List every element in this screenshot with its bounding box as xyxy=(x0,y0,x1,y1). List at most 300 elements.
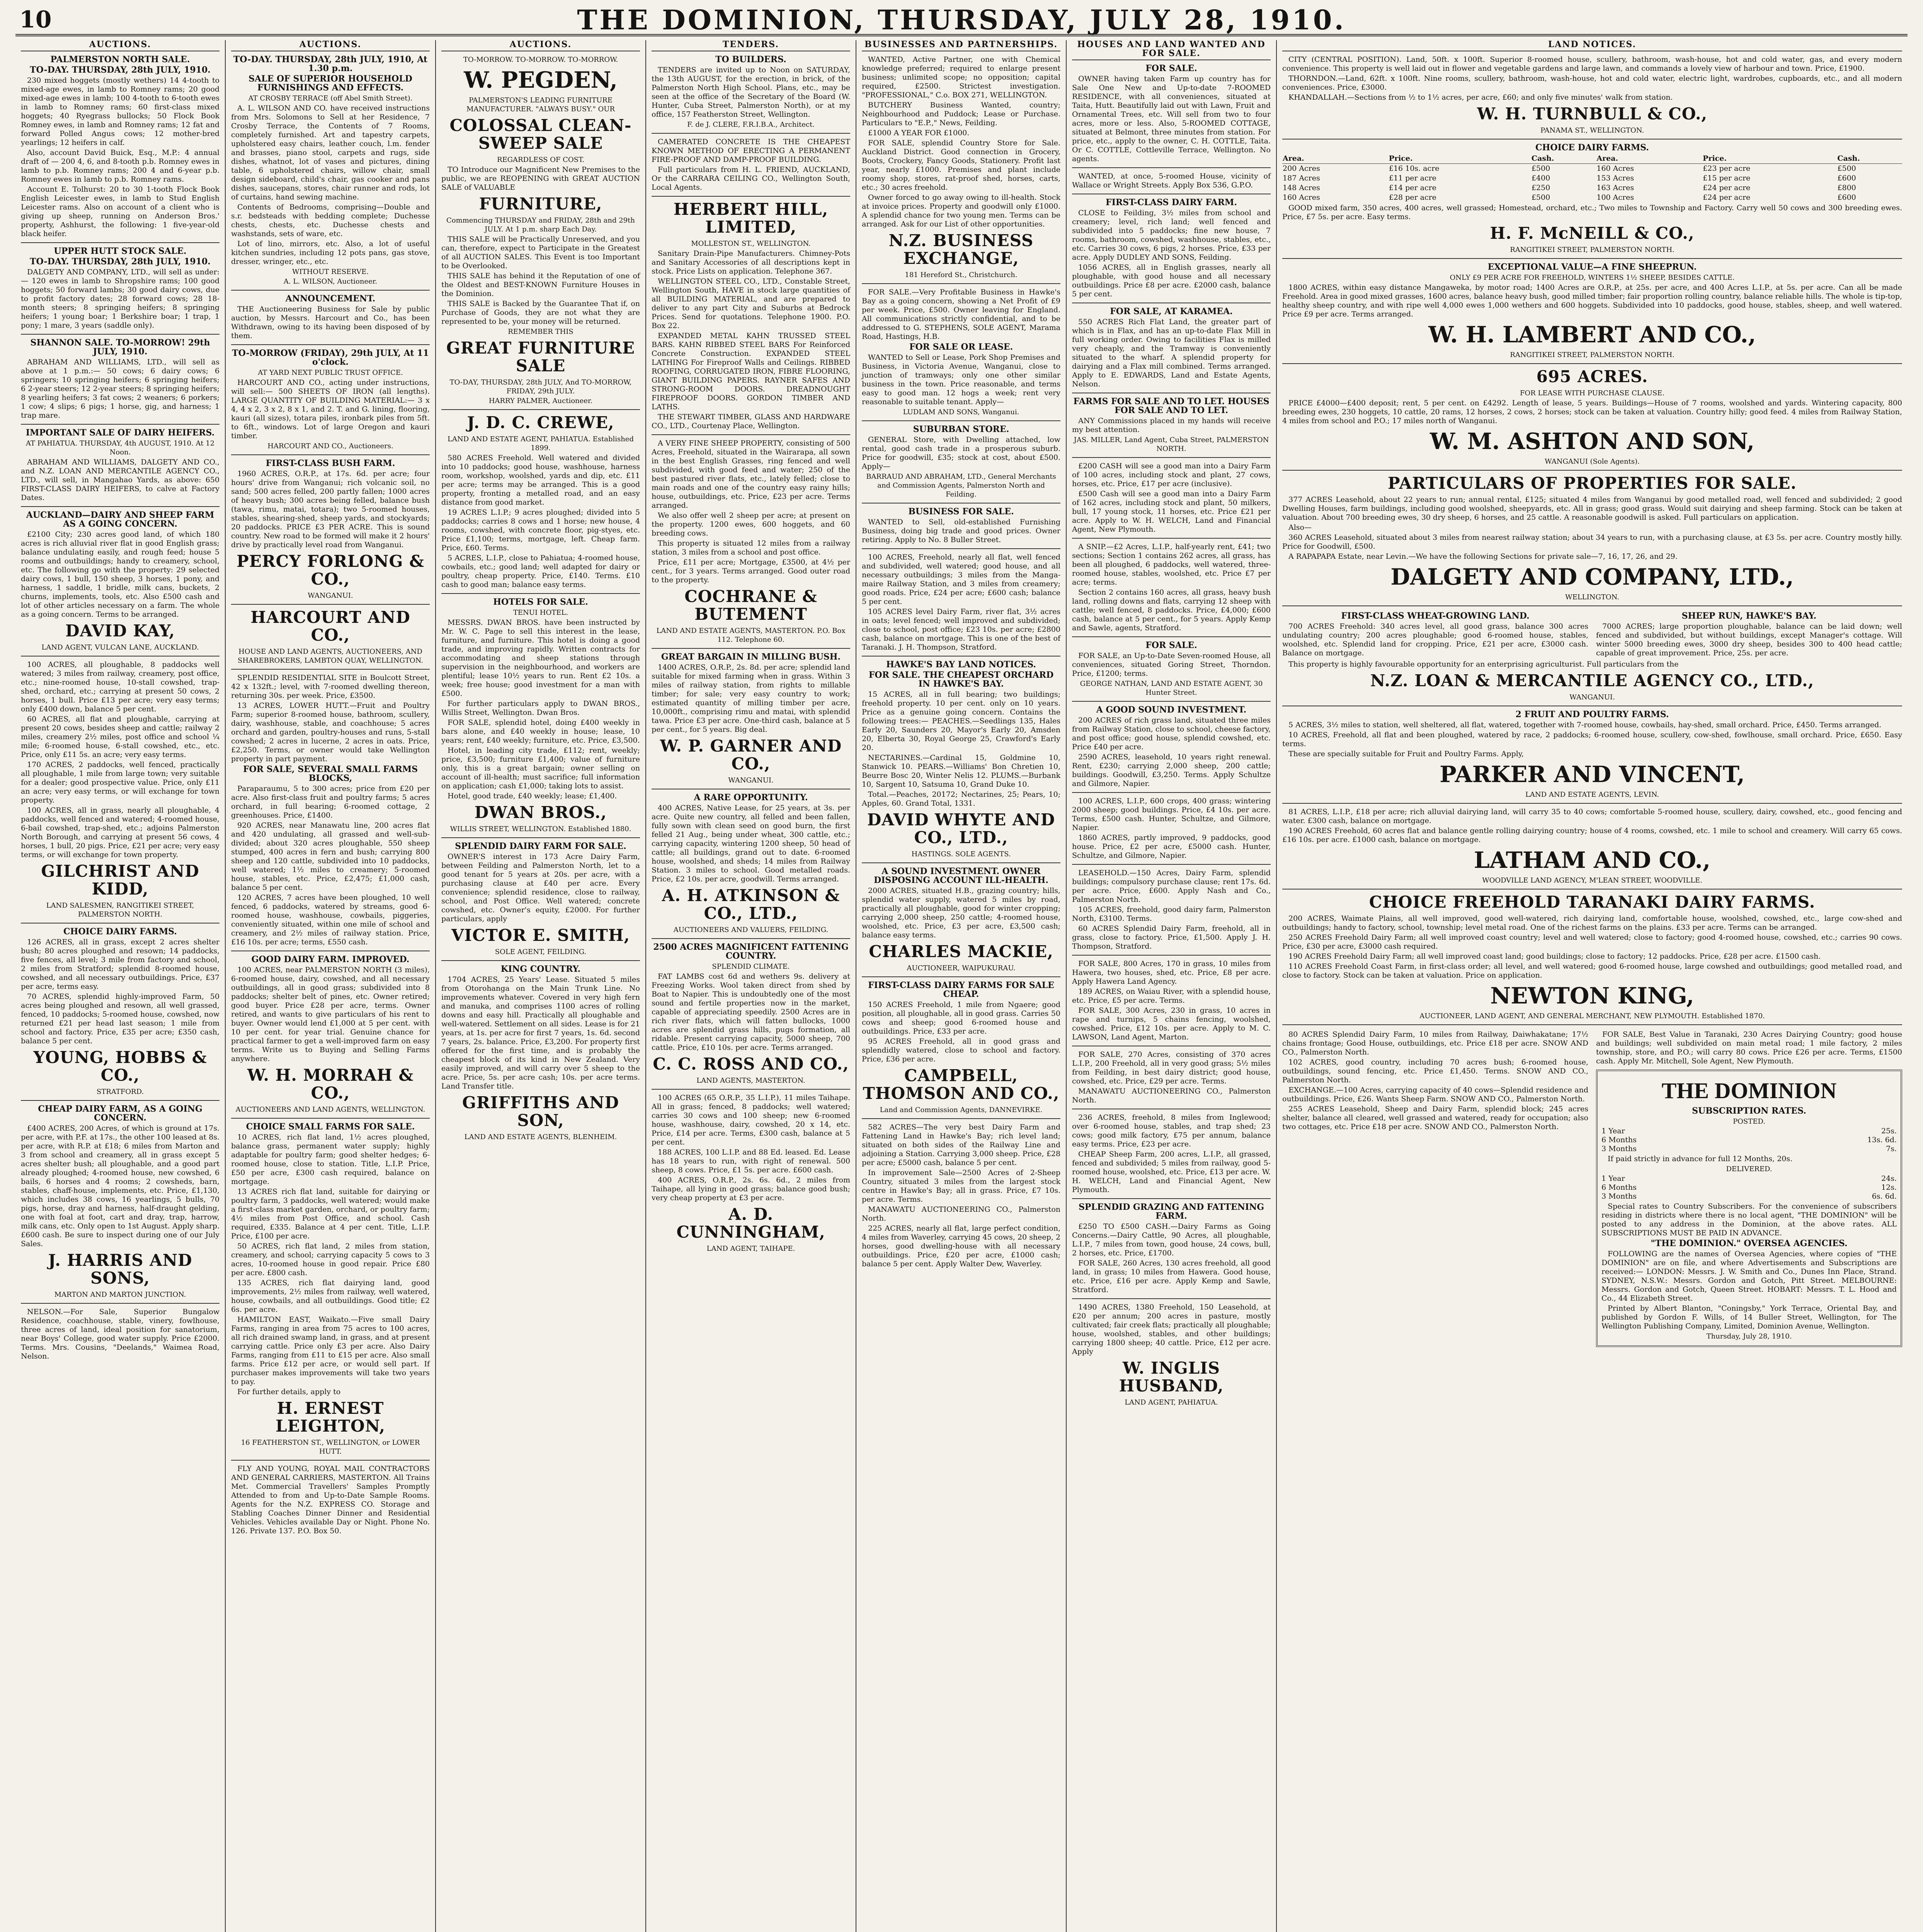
imprint: Printed by Albert Blanton, "Coningsby," York Terrace, Oriental Bay, and published by Gordon F. Wills, of 14 Buller Street, Wellington, for The Wellington Publishing Company, Limited, Dominion Avenue, Wellington. xyxy=(1601,1304,1897,1330)
table-cell: £23 per acre xyxy=(1703,164,1751,173)
advertiser-name: PERCY FORLONG & CO., xyxy=(237,552,424,588)
column-rule xyxy=(652,1089,850,1090)
poultry-text: 5 ACRES, 3½ miles to station, well sheltered, all flat, watered, together with 7-roomed house, cowbails, hay-shed, small orchard. Price, £450. Terms arranged. xyxy=(1288,721,1882,729)
advertiser-name: COCHRANE & BUTEMENT xyxy=(684,587,817,624)
advertisement-subline: JAS. MILLER, Land Agent, Cuba Street, PALMERSTON NORTH. xyxy=(1074,436,1269,453)
poultry-text: These are specially suitable for Fruit and Poultry Farms. Apply, xyxy=(1288,750,1524,758)
advertisement-heading: GOOD DAIRY FARM. IMPROVED. xyxy=(251,954,410,964)
delivered-label: DELIVERED. xyxy=(1726,1165,1772,1173)
advertisement-subline: 16 FEATHERSTON ST., WELLINGTON, or LOWER HUTT. xyxy=(241,1439,420,1456)
overseas-text: FOLLOWING are the names of Oversea Agencies, where copies of "THE DOMINION" are on file, and where Advertisements and Subscriptions are received:— LONDON: Messrs. J. W. Smith and Co., Dunes Inn Place, Strand. SYDNEY, N.S.W.: Messrs. Gordon and Gotch, Pitt Street. MELBOURNE: Messrs. Gordon and Gotch, Queen Street. HOBART: Messrs. T. L. Hood and Co., 44 Elizabeth Street. xyxy=(1601,1250,1897,1303)
advertiser-name: YOUNG, HOBBS & CO., xyxy=(33,1048,207,1085)
advertisement-text: A VERY FINE SHEEP PROPERTY, consisting of 500 Acres, Freehold, situated in the Wairarapa, all sown in the best English Grasses, ring fenced and well subdivided, with good feed and water; 250 of the best pastured river flats, etc., lately felled; close to main roads and one of the country easy rainy hills; house, outbuildings, etc. Price, £23 per acre. Terms arranged. xyxy=(652,439,850,510)
agent-parker: PARKER AND VINCENT, xyxy=(1440,761,1745,787)
posted-rates xyxy=(1601,1127,1897,1153)
advertisement-heading: A GOOD SOUND INVESTMENT. xyxy=(1096,705,1247,715)
advertisement-text: 60 ACRES Splendid Dairy Farm, freehold, all in grass, close to factory. Price, £1,500. Apply J. H. Thompson, Stratford. xyxy=(1072,924,1271,951)
advertisement-text: £500 Cash will see a good man into a Dairy Farm of 162 acres, including stock and plant, 50 milkers, bull, 17 young stock, 11 horses, etc. Price £21 per acre. Apply to W. H. WELCH, Land and Financial Agent, New Plymouth. xyxy=(1072,490,1271,534)
advertisement-text: Sanitary Drain-Pipe Manufacturers. Chimney-Pots and Sanitary Accessories of all descriptions kept in stock. Price Lists on application. Telephone 367. xyxy=(652,249,850,276)
advertisement-text: Paraparaumu, 5 to 300 acres; price from £20 per acre. Also first-class fruit and poultry farms; 5 acres orchard, in full bearing; 6-roomed cottage, 2 greenhouses. Price, £1400. xyxy=(231,784,430,820)
advertisement-heading: FOR SALE. xyxy=(1145,640,1197,650)
advertisement-text: Account E. Tolhurst: 20 to 30 1-tooth Flock Book English Leicester ewes, in lamb to Stud English Leicester rams. Also on account of a client who is giving up sheep, running on Anderson Bros.' property, Ashhurst, the following: 1 five-year-old black heifer. xyxy=(21,185,220,238)
advertiser-name: H. ERNEST LEIGHTON, xyxy=(276,1399,385,1435)
taranaki-text: 250 ACRES Freehold Dairy Farm; all well improved coast country; level and well watered; close to factory; good 4-roomed house, cowshed, etc.; carries 90 cows. Price, £30 per acre, £3000 cash required. xyxy=(1282,933,1902,951)
advertisement-text: FOR SALE, an Up-to-Date Seven-roomed House, all conveniences, situated Goring Street, Thorndon. Price, £1200; terms. xyxy=(1072,651,1271,678)
advertisement-text: THE Auctioneering Business for Sale by public auction, by Messrs. Harcourt and Co., has been Withdrawn, owing to its having been disposed of by them. xyxy=(231,305,430,340)
advertisement-heading: AUCKLAND—DAIRY AND SHEEP FARM AS A GOING CONCERN. xyxy=(26,510,214,529)
advertiser-name: A. D. CUNNINGHAM, xyxy=(676,1205,825,1242)
agent-latham-address: WOODVILLE LAND AGENCY, M'LEAN STREET, WOODVILLE. xyxy=(1482,876,1702,884)
column-rule xyxy=(231,290,430,291)
advertisement-heading: UPPER HUTT STOCK SALE. xyxy=(54,246,187,256)
latham-text: 81 ACRES, L.I.P., £18 per acre; rich alluvial dairying land, will carry 35 to 40 cows; comfortable 5-roomed house, scullery, dairy, cowshed, etc., good fencing and water. £300 cash, balance on mortgage. xyxy=(1282,808,1902,825)
imprint-date: Thursday, July 28, 1910. xyxy=(1706,1332,1792,1340)
advertisement-text: 100 ACRES, L.I.P., 600 crops, 400 grass; wintering 2000 sheep; good buildings. Price, £4 10s. per acre. Terms, £500 cash. Hunter, Schultze, and Gilmore, Napier. xyxy=(1072,797,1271,832)
advertisement-subline: MOLLESTON ST., WELLINGTON. xyxy=(691,240,811,248)
table-cell: £250 xyxy=(1531,184,1550,192)
column-rule xyxy=(862,283,1060,284)
advertisement-subline: GEORGE NATHAN, LAND AND ESTATE AGENT, 30 Hunter Street. xyxy=(1080,680,1263,697)
rate-row xyxy=(1601,1183,1897,1192)
agent-nz-loan: N.Z. LOAN & MERCANTILE AGENCY CO., LTD., xyxy=(1370,671,1814,690)
advertiser-name: DAVID WHYTE AND CO., LTD., xyxy=(867,810,1055,847)
advertisement-text: 19 ACRES L.I.P.; 9 acres ploughed; divided into 5 paddocks; carries 8 cows and 1 horse; new house, 4 rooms, cowshed, with concrete floor, pig-styes, etc. Price £1,100; terms, mortgage, left. Cheap farm. Price, £60. Terms. xyxy=(441,508,640,552)
advertisement-text: Owner forced to go away owing to ill-health. Stock at invoice prices. Property and goodwill only £1000. A splendid chance for two young men. Terms can be arranged. Ask for our List of other opportunities. xyxy=(862,193,1060,228)
advertisement-subline: LUDLAM AND SONS, Wanganui. xyxy=(903,408,1019,416)
land-notice-text: KHANDALLAH.—Sections from ½ to 1½ acres, per acre, £60; and only five minutes' walk from station. xyxy=(1288,93,1673,102)
wheat-title: FIRST-CLASS WHEAT-GROWING LAND. xyxy=(1341,611,1530,621)
advertisement-text: OWNER having taken Farm up country has for Sale One New and Up-to-date 7-ROOMED RESIDENCE, with all conveniences, situated at Taita, Hutt. Beautifully laid out with Lawn, Fruit and Ornamental Trees, etc. Will sell from two to four acres, more or less. Also, 5-ROOMED COTTAGE, situated at Belmont, three minutes from station. For price, etc., apply to the owner, C. H. COTTLE, Taita. Or C. COTTLE, Cottleville Terrace, Wellington. No agents. xyxy=(1072,75,1271,163)
acres-695-title: 695 ACRES. xyxy=(1536,367,1648,386)
snow-and-co-text: 255 ACRES Leasehold, Sheep and Dairy Farm, splendid block; 245 acres shelter, balance all cleared, well grassed and watered, ready for occupation; also two cottages, etc. Price £18 per acre. SNOW AND CO., Palmerston North. xyxy=(1282,1105,1588,1131)
advertisement-text: MESSRS. DWAN BROS. have been instructed by Mr. W. C. Page to sell this interest in the lease, furniture, and furniture. This hotel is doing a good trade, and improving rapidly. Written contracts for accommodating and sheep stations through supervision in the neighbourhood, and workers are plentiful; lease 10½ years to run. Rent £2 10s. a week; free house; good investment for a man with £500. xyxy=(441,618,640,698)
advertisement-text: TO Introduce our Magnificent New Premises to the public, we are REOPENING with GREAT AUCTION SALE of VALUABLE xyxy=(441,165,640,192)
column-heading: BUSINESSES AND PARTNERSHIPS. xyxy=(862,40,1060,51)
column-rule xyxy=(862,548,1060,549)
column-rule xyxy=(862,862,1060,863)
column-rule xyxy=(231,1118,430,1119)
advertisement-text: 2000 ACRES, situated H.B., grazing country; hills, splendid water supply, watered 5 miles by road, practically all ploughable, good for winter cropping; carrying 2,000 sheep, 250 cattle; 4-roomed house, woolshed, etc. Price, £3 per acre, £3,500 cash; balance easy terms. xyxy=(862,886,1060,939)
table-row xyxy=(1282,183,1902,193)
column-rule xyxy=(1072,457,1271,458)
rate-period: 1 Year xyxy=(1601,1174,1625,1183)
advertisement-text: £200 CASH will see a good man into a Dairy Farm of 100 acres, including stock and plant, 27 cows, horses, etc. Price, £17 per acre (inclusive). xyxy=(1072,462,1271,488)
advertisement-subline: WILLIS STREET, WELLINGTON. Established 1880. xyxy=(450,825,631,833)
advertisement-text: FOR SALE, 260 Acres, 130 acres freehold, all good land, in grass; 10 miles from Hawera. Good house, etc. Price, £16 per acre. Apply Kemp and Sawle, Stratford. xyxy=(1072,1259,1271,1294)
advertiser-name: W. P. GARNER AND CO., xyxy=(660,736,842,773)
rate-price: 13s. 6d. xyxy=(1867,1136,1897,1144)
agent-ashton-address: WANGANUI (Sole Agents). xyxy=(1545,457,1640,466)
table-cell: £15 per acre xyxy=(1703,174,1751,182)
agent-dalgety: DALGETY AND COMPANY, LTD., xyxy=(1390,564,1794,590)
taranaki-list xyxy=(1282,914,1902,980)
sheeprun-block xyxy=(1596,610,1902,659)
agent-parker-address: LAND AND ESTATE AGENTS, LEVIN. xyxy=(1525,791,1659,799)
column-rule xyxy=(441,593,640,594)
rate-row xyxy=(1601,1174,1897,1183)
advertisement-text: HAMILTON EAST, Waikato.—Five small Dairy Farms, ranging in area from 75 acres to 100 acres, all rich drained swamp land, in grass, and at present carrying cattle. Price only £3 per acre. Also Dairy Farms, ranging from £11 to £15 per acre. Also small farms. Price £12 per acre, or would sell part. If purchaser makes improvements will take two years to pay. xyxy=(231,1315,430,1386)
advertisement-text: 1400 ACRES, O.R.P., 2s. 8d. per acre; splendid land suitable for mixed farming when in grass. Within 3 miles of railway station, from rights to millable timber; for sale; very easy country to work; estimated quantity of milling timber per acre, 10,000ft., comprising rimu and matai, with splendid tawa. Price £3 per acre. One-third cash, balance at 5 per cent., for 5 years. Big deal. xyxy=(652,663,850,734)
column-rule xyxy=(652,133,850,134)
advertisement-text: 120 ACRES, 7 acres have been ploughed, 10 well fenced, 6 paddocks, watered by streams, good 6-roomed house, washhouse, cowbails, piggeries, conveniently situated, within one mile of school and creamery, and 2½ miles of railway station. Price, £16 10s. per acre; terms, £550 cash. xyxy=(231,893,430,946)
advertisement-subline: MARTON AND MARTON JUNCTION. xyxy=(54,1291,186,1299)
particulars-text: Also— xyxy=(1288,523,1312,532)
snow-and-co-text: EXCHANGE.—100 Acres, carrying capacity of 40 cows—Splendid residence and outbuildings. Price, £26. Wants Sheep Farm. SNOW AND CO., Palmerston North. xyxy=(1282,1086,1588,1103)
particulars-text: 360 ACRES Leasehold, situated about 3 miles from nearest railway station; about 34 years to run, with a purchasing clause, at £3 5s. per acre. Country mostly hilly. Price for Goodwill, £500. xyxy=(1282,533,1902,551)
exceptional-title: EXCEPTIONAL VALUE—A FINE SHEEPRUN. xyxy=(1487,262,1697,272)
dairy-farms-table xyxy=(1282,154,1902,202)
advertiser-name: HERBERT HILL, LIMITED, xyxy=(673,200,829,236)
column-6 xyxy=(1067,40,1277,1932)
advertisement-text: Also, account David Buick, Esq., M.P.: 4 annual draft of — 200 4, 6, and 8-tooth p.b. Romney ewes in lamb to p.b. Romney rams; 200 4 and 6-year p.b. Romney ewes in lamb to p.b. Romney rams. xyxy=(21,148,220,184)
advertisement-text: 400 ACRES, O.R.P., 2s. 6s. 6d., 2 miles from Taihape, all lying in good grass; balance good bush; very cheap property at £3 per acre. xyxy=(652,1176,850,1202)
advertisement-text: £2100 City; 230 acres good land, of which 180 acres is rich alluvial river flat in good English grass; balance undulating easily, and rough feed; house 5 rooms and outbuildings; handy to creamery, school, etc. The following go with the property: 29 selected dairy cows, 1 bull, 150 sheep, 3 horses, 1 pony, and harness, 1 saddle, 1 bridle, milk cans, buckets, 2 churns, implements, tools, etc. Also £500 cash and lot of other articles necessary on a farm. The whole as a going concern. Terms to be arranged. xyxy=(21,530,220,619)
advertisement-text: 236 ACRES, freehold, 8 miles from Inglewood; over 6-roomed house, stables, and trap shed; 23 cows; good milk factory, £75 per annum, balance easy terms. Price, £23 per acre. xyxy=(1072,1113,1271,1148)
table-header-cell: Area. xyxy=(1596,154,1702,164)
column-rule xyxy=(652,648,850,649)
advertisement-subline: Commencing THURSDAY and FRIDAY, 28th and 29th JULY. At 1 p.m. sharp Each Day. xyxy=(446,216,635,233)
advertisement-text: 100 ACRES (65 O.R.P., 35 L.I.P.), 11 miles Taihape. All in grass; fenced, 8 paddocks; well watered; carries 30 cows and 100 sheep; new 6-roomed house, washhouse, dairy, cowshed, 20 x 14, etc. Price, £14 per acre. Terms, £300 cash, balance at 5 per cent. xyxy=(652,1094,850,1146)
subscription-rates-title: SUBSCRIPTION RATES. xyxy=(1692,1106,1806,1116)
land-notice-text: THORNDON.—Land, 62ft. x 100ft. Nine rooms, scullery, bathroom, wash-house, hot and cold water, electric light, wardrobes, cupboards, etc., and all modern conveniences. Price, £3000. xyxy=(1282,74,1902,92)
column-rule xyxy=(21,424,220,425)
table-header-cell: Cash. xyxy=(1531,154,1596,164)
advertisement-subline: LAND AGENT, TAIHAPE. xyxy=(706,1245,795,1253)
particulars-text: 377 ACRES Leasehold, about 22 years to run; annual rental, £125; situated 4 miles from Wanganui by good metalled road, well fenced and subdivided; 2 good Dwelling Houses, farm buildings, including good woolshed, sheepyards, etc. All in grass; good grass. Would suit dairying and sheep farming. Stock can be taken at valuation. About 700 breeding ewes, 30 dry sheep, 6 horses, and 25 cattle. A reasonable goodwill is asked. Full particulars on application. xyxy=(1282,495,1902,522)
table-cell: 163 Acres xyxy=(1596,184,1634,192)
table-cell: 160 Acres xyxy=(1283,193,1320,202)
table-cell: £600 xyxy=(1837,174,1856,182)
particulars-list xyxy=(1282,495,1902,561)
advertisement-subline: AUCTIONEERS AND VALUERS, FEILDING. xyxy=(673,926,829,934)
advertisement-text: 550 ACRES Rich Flat Land, the greater part of which is in Flax, and has an up-to-date Flax Mill in full working order. Owing to facilities Flax is milled very cheaply, and the Tramway is conveniently situated to the wharf. A splendid property for dairying and a Flax mill combined. Terms arranged. Apply to E. EDWARDS, Land and Estate Agents, Nelson. xyxy=(1072,318,1271,388)
column-rule xyxy=(862,976,1060,977)
advertisement-text: 60 ACRES, all flat and ploughable, carrying at present 20 cows, besides sheep and cattle; railway 2 miles, creamery 2½ miles, post office and school ¼ mile; 6-roomed house, 6-stall cowshed, etc., etc. Price, only £11 5s. an acre; very easy terms. xyxy=(21,715,220,759)
advertiser-name: N.Z. BUSINESS EXCHANGE, xyxy=(888,231,1034,268)
rate-price: 12s. xyxy=(1881,1183,1897,1192)
advertisement-subline: WANGANUI. xyxy=(728,776,774,784)
advertisement-text: LEASEHOLD.—150 Acres, Dairy Farm, splendid buildings; compulsory purchase clause; rent 17s. 6d. per acre. Price, £600. Apply Nash and Co., Palmerston North. xyxy=(1072,869,1271,904)
snow-and-co-list xyxy=(1282,1029,1588,1347)
advertisement-subline: HARCOURT AND CO., Auctioneers. xyxy=(267,442,393,450)
column-rule xyxy=(441,409,640,410)
advertiser-name: C. C. ROSS AND CO., xyxy=(653,1054,849,1073)
column-4 xyxy=(646,40,856,1932)
advertisement-heading: HOTELS FOR SALE. xyxy=(493,597,588,607)
advertisement-text: £400 ACRES, 200 Acres, of which is ground at 17s. per acre, with P.F. at 17s., the other 100 leased at 8s. per acre, with R.P. at £18; 6 miles from Marton and 3 from school and creamery, all in grass except 5 acres shelter bush; all ploughable, and a good part already ploughed; 4-roomed house, new cowshed, 6 bails, 6 horses and 4 rooms; 2 cowsheds, barn, stables, chaff-house, implements, etc. Price, £1,130, which includes 38 cows, 16 yearlings, 5 bulls, 70 pigs, horse, dray and harness, half-draught gelding, one with foal at foot, cart and dray, trap, harrow, milk cans, etc. Only open to 1st August. Apply sharp. £600 cash. Be sure to inspect during one of our July Sales. xyxy=(21,1124,220,1248)
rate-row xyxy=(1601,1192,1897,1201)
rate-price: 24s. xyxy=(1881,1174,1897,1183)
advertisement-text: FOR SALE, splendid hotel, doing £400 weekly in bars alone, and £40 weekly in house; lease, 10 years; rent, £40 weekly; furniture, etc. Price, £3,500. xyxy=(441,718,640,745)
advertisement-heading: FOR SALE, AT KARAMEA. xyxy=(1110,306,1233,316)
column-heading: AUCTIONS. xyxy=(21,40,220,51)
advertisement-text: Price, £11 per acre; Mortgage, £3500, at 4½ per cent., for 3 years. Terms arranged. Good outer road to the property. xyxy=(652,558,850,584)
advertisement-subline: AUCTIONEERS AND LAND AGENTS, WELLINGTON. xyxy=(235,1105,425,1114)
advertisement-text: 70 ACRES, splendid highly-improved Farm, 50 acres being ploughed and resown, all well grassed, fenced, 10 paddocks; 5-roomed house, cowshed, now returned £21 per head last season; 1 mile from school and factory. Price, £35 per acre; £350 cash, balance 5 per cent. xyxy=(21,992,220,1045)
latham-list xyxy=(1282,808,1902,844)
advertisement-text: MANAWATU AUCTIONEERING CO., Palmerston North. xyxy=(862,1205,1060,1223)
advertisement-heading: FIRST-CLASS DAIRY FARM. xyxy=(1105,197,1237,207)
dairy-farms-table-body xyxy=(1282,164,1902,203)
advertisement-text: HARCOURT AND CO., acting under instructions, will sell:— 500 SHEETS OF IRON (all lengths). LARGE QUANTITY OF BUILDING MATERIAL:— 3 x 4, 4 x 2, 3 x 2, 8 x 1, and 2. T. and G. lining, flooring, kauri (all sizes), totara piles, ironbark piles from 5ft. to 6ft., windows. Lot of large Oregon and kauri timber. xyxy=(231,378,430,440)
wheat-sheep-row xyxy=(1282,610,1902,659)
advertisement-text: DALGETY AND COMPANY, LTD., will sell as under:— 120 ewes in lamb to Shropshire rams; 100 good hoggets; 50 forward lambs; 30 good dairy cows, due to profit factory dates; 28 forward cows; 28 18-month steers; 8 springing heifers; 8 springing heifers; 1 young boar; 1 Berkshire boar; 1 trap, 1 pony; 1 mare, 3 years (saddle only). xyxy=(21,268,220,330)
dairy-farms-note: GOOD mixed farm, 350 acres, 400 acres, well grassed; Homestead, orchard, etc.; Two miles to Township and Factory. Carry well 50 cows and 300 breeding ewes. Price, £7 5s. per acre. Easy terms. xyxy=(1282,204,1902,221)
advertiser-name: J. D. C. CREWE, xyxy=(467,413,614,432)
advertisement-text: FOR SALE, 800 Acres, 170 in grass, 10 miles from Hawera, two houses, shed, etc. Price, £8 per acre. Apply Hawera Land Agency. xyxy=(1072,959,1271,986)
column-1 xyxy=(15,40,226,1932)
advertisement-text: OWNER'S interest in 173 Acre Dairy Farm, between Feilding and Palmerston North, let to a good tenant for 5 years at 20s. per acre, with a purchasing clause at £40 per acre. Every convenience; splendid residence, close to railway, school, and Post Office. Well watered; concrete cowshed, etc. Owner's equity, £2000. For further particulars, apply xyxy=(441,852,640,923)
advertisement-text: 15 ACRES, all in full bearing; two buildings; freehold property. 10 per cent. only on 10 years. Price as a genuine going concern. Contains the following trees:— PEACHES.—Seedlings 135, Hales Early 20, Saunders 20, Mayor's Early 20, Amsden 20, Elberta 30, Royal George 25, Crawford's Early 20. xyxy=(862,690,1060,752)
advertisement-text: 1490 ACRES, 1380 Freehold, 150 Leasehold, at £20 per annum; 200 acres in pasture, mostly cultivated; fair creek flats; practically all ploughable; house, woolshed, stables, and other buildings; carrying 1800 sheep; 40 cattle. Price, £12 per acre. Apply xyxy=(1072,1303,1271,1356)
poultry-text: 10 ACRES, Freehold, all flat and been ploughed, watered by race, 2 paddocks; 6-roomed house, scullery, cow-shed, fowlhouse, small orchard. Price, £650. Easy terms. xyxy=(1282,731,1902,748)
subscription-note: Special rates to Country Subscribers. For the convenience of subscribers residing in districts where there is no local agent, "THE DOMINION" will be posted to any address in the Dominion, at the above rates. ALL SUBSCRIPTIONS MUST BE PAID IN ADVANCE. xyxy=(1601,1202,1897,1237)
advertisement-text: We also offer well 2 sheep per acre; at present on the property. 1200 ewes, 600 hoggets, and 60 breeding cows. xyxy=(652,511,850,537)
advertisement-subline: 181 Hereford St., Christchurch. xyxy=(905,271,1018,279)
rate-period: 3 Months xyxy=(1601,1192,1637,1201)
advertisement-subline: TO-MORROW. TO-MORROW. TO-MORROW. xyxy=(463,56,618,64)
advertisement-text: 1056 ACRES, all in English grasses, nearly all ploughable, with good house and all necessary outbuildings. Price £8 per acre. £2000 cash, balance 5 per cent. xyxy=(1072,263,1271,298)
advertisement-text: CHEAP Sheep Farm, 200 acres, L.I.P., all grassed, fenced and subdivided; 5 miles from railway, good 5-roomed house, woolshed, etc. Price, £13 per acre. W. H. WELCH, Land and Financial Agent, New Plymouth. xyxy=(1072,1150,1271,1194)
rate-row xyxy=(1601,1127,1897,1136)
advertisement-text: TENDERS are invited up to Noon on SATURDAY, the 13th AUGUST, for the erection, in brick, of the Palmerston North High School. Plans, etc., may be seen at the office of the Secretary of the Board (W. Hunter, Cuba Street, Palmerston North), or at my office, 157 Featherston Street, Wellington. xyxy=(652,66,850,119)
advertisement-heading: ANNOUNCEMENT. xyxy=(285,294,376,304)
advertisement-text: 920 ACRES, near Manawatu line, 200 acres flat and 420 undulating, all grassed and well-sub-divided; about 320 acres ploughable, 550 sheep stumped, 400 acres in fern and bush; carrying 800 sheep and 120 cattle, subdivided into 10 paddocks, well watered; 1½ miles to creamery; 5-roomed house, stables, etc. Price, £2,475; £1,000 cash, balance 5 per cent. xyxy=(231,821,430,892)
advertisement-text: THIS SALE is Backed by the Guarantee That if, on Purchase of Goods, they are not what they are represented to be, your money will be returned. xyxy=(441,299,640,326)
advertisement-text: 2590 ACRES, leasehold, 10 years right renewal. Rent, £230; carrying 2,000 sheep, 200 cattle; buildings. Goodwill, £3,250. Terms. Apply Schultze and Gilmore, Napier. xyxy=(1072,753,1271,788)
table-cell: 148 Acres xyxy=(1283,184,1320,192)
advertiser-name: GREAT FURNITURE SALE xyxy=(446,338,635,375)
sheeprun-title: SHEEP RUN, HAWKE'S BAY. xyxy=(1681,611,1817,621)
taranaki-title: CHOICE FREEHOLD TARANAKI DAIRY FARMS. xyxy=(1369,893,1816,912)
advertiser-name: GILCHRIST AND KIDD, xyxy=(41,862,199,898)
advertisement-subline: AT PAHIATUA. THURSDAY, 4th AUGUST, 1910. At 12 Noon. xyxy=(26,439,215,456)
advertisement-heading: FIRST-CLASS BUSH FARM. xyxy=(265,458,395,468)
advertisement-text: ABRAHAM AND WILLIAMS, LTD., will sell as above at 1 p.m.:— 50 cows; 6 dairy cows; 6 springers; 10 springing heifers; 6 springing heifers; 6 2-year steers; 12 2-year steers; 8 springing heifers; 8 yearling heifers; 3 fat cows; 2 weaners; 6 porkers; 1 cow; 4 slips; 6 pigs; 1 horse, gig, and harness; 1 trap mare. xyxy=(21,358,220,420)
dairy-farms-table-title: CHOICE DAIRY FARMS. xyxy=(1535,143,1649,153)
advertisement-text: 200 ACRES of rich grass land, situated three miles from Railway Station, close to school, cheese factory, and post office; good house, splendid cowshed, etc. Price £40 per acre. xyxy=(1072,716,1271,751)
advertisement-text: 150 ACRES Freehold, 1 mile from Ngaere; good position, all ploughable, all in good grass. Carries 50 cows and sheep; good 6-roomed house and outbuildings. Price, £33 per acre. xyxy=(862,1000,1060,1036)
advertisement-subline: HARRY PALMER, Auctioneer. xyxy=(488,397,593,405)
advertisement-text: WANTED, at once, 5-roomed House, vicinity of Wallace or Wright Streets. Apply Box 536, G.P.O. xyxy=(1072,172,1271,189)
advertisement-text: Contents of Bedrooms, comprising—Double and s.r. bedsteads with bedding complete; Duchesse chests, chests, etc. Duchesse chests and washstands, sets of ware, etc. xyxy=(231,203,430,238)
advertisement-heading: TO-DAY. THURSDAY, 28th JULY, 1910, At 1.30 p.m. xyxy=(233,54,428,73)
agent-lambert: W. H. LAMBERT AND CO., xyxy=(1428,321,1756,348)
column-rule xyxy=(862,1118,1060,1119)
taranaki-sale-text: FOR SALE, Best Value in Taranaki, 230 Acres Dairying Country; good house and buildings; well subdivided on main metal road; 1 mile factory, 2 miles township, store, and P.O.; will carry 80 cows. Price £26 per acre. Terms, £1500 cash. Apply Mr. Mitchell, Sole Agent, New Plymouth. xyxy=(1596,1030,1902,1065)
advertisement-text: WANTED to Sell or Lease, Pork Shop Premises and Business, in Victoria Avenue, Wanganui, close to junction of tramways; only one other similar business in the town. Price reasonable, and terms easy to good man. 12 hogs a week; rent very reasonable to suitable tenant. Apply— xyxy=(862,353,1060,406)
advertisement-text: SPLENDID RESIDENTIAL SITE in Boulcott Street, 42 x 132ft.; level, with 7-roomed dwelling thereon, returning 30s. per week. Price, £3500. xyxy=(231,673,430,700)
column-rule xyxy=(652,434,850,435)
advertisement-heading: 2500 ACRES MAGNIFICENT FATTENING COUNTRY. xyxy=(653,942,849,961)
advertisement-text: Hotel, in leading city trade, £112; rent, weekly; price, £3,500; furniture £1,400; value of furniture only, this is a great bargain; owner selling on account of ill-health; must sacrifice; full information on application; cash £1,000; taking lots to assist. xyxy=(441,746,640,790)
advertisement-text: £1000 A YEAR FOR £1000. xyxy=(868,129,970,137)
acres-695-text: PRICE £4000—£400 deposit; rent, 5 per cent. on £4292. Length of lease, 5 years. Buildings—House of 7 rooms, woolshed and yards. Wintering capacity, 800 breeding ewes, 230 hoggets, 10 cattle, 20 rams, 12 horses, 2 cows, 2 horses; stock can be taken at valuation. Country hilly; good feed. 4 miles from Railway Station, 4 miles from school and P.O.; 17 miles north of Wanganui. xyxy=(1282,399,1902,425)
rate-price: 7s. xyxy=(1886,1145,1897,1153)
advertisement-text: 1860 ACRES, partly improved, 9 paddocks, good house. Price, £2 per acre, £5000 cash. Hunter, Schultze, and Gilmore, Napier. xyxy=(1072,833,1271,860)
advertisement-subline: TENUI HOTEL. xyxy=(513,609,568,617)
posted-note: If paid strictly in advance for full 12 Months, 20s. xyxy=(1608,1155,1793,1163)
sheeprun-text: 7000 ACRES; large proportion ploughable, balance can be laid down; well fenced and subdivided, but without buildings, except Manager's cottage. Will winter 5000 breeding ewes, 3000 dry sheep, besides 300 to 400 head cattle; capable of great improvement. Price, 25s. per acre. xyxy=(1596,622,1902,657)
advertiser-name: DWAN BROS., xyxy=(474,803,607,822)
advertiser-name: CHARLES MACKIE, xyxy=(869,942,1053,961)
advertisement-heading: CHOICE DAIRY FARMS. xyxy=(63,927,177,937)
advertisement-heading: FOR SALE, SEVERAL SMALL FARMS BLOCKS, xyxy=(243,764,418,783)
advertisement-subline: AT CROSBY TERRACE (off Abel Smith Street). xyxy=(248,94,413,102)
dairy-farms-table-header xyxy=(1282,154,1902,164)
column-rule xyxy=(1072,636,1271,637)
advertisement-text: FAT LAMBS cost 6d and wethers 9s. delivery at Freezing Works. Wool taken direct from shed by Boat to Napier. This is undoubtedly one of the most sound and fertile properties now in the market, capable of appreciating speedily. 2500 Acres are in rich river flats, which will fatten bullocks, 1000 acres are splendid grass hills, pugs formation, all ridable. Present carrying capacity, 5000 sheep, 700 cattle. Price, £10 10s. per acre. Terms arranged. xyxy=(652,972,850,1052)
advertiser-name: W. INGLIS HUSBAND, xyxy=(1119,1359,1224,1395)
column-rule xyxy=(1072,955,1271,956)
column-rule xyxy=(862,420,1060,421)
advertiser-name: J. HARRIS AND SONS, xyxy=(48,1251,192,1287)
column-rule xyxy=(1072,167,1271,168)
table-row xyxy=(1282,173,1902,183)
advertisement-text: Full particulars from H. L. FRIEND, AUCKLAND, Or the CARRARA CEILING CO., Wellington South, Local Agents. xyxy=(652,165,850,192)
table-cell: £11 per acre xyxy=(1389,174,1436,182)
advertisement-text: 13 ACRES rich flat land, suitable for dairying or poultry farm, 3 paddocks, well watered; would make a first-class market garden, orchard, or poultry farm; 4½ miles from Post Office, and school. Cash required, £335. Balance at 4 per cent. Title, L.I.P. Price, £100 per acre. xyxy=(231,1187,430,1240)
advertisement-subline: LAND SALESMEN, RANGITIKEI STREET, PALMERSTON NORTH. xyxy=(46,901,194,918)
advertisement-heading: CHOICE SMALL FARMS FOR SALE. xyxy=(246,1122,415,1132)
column-rule xyxy=(441,837,640,838)
advertisement-subline: F. de J. CLERE, F.R.I.B.A., Architect. xyxy=(687,121,815,129)
agent-nz-loan-address: WANGANUI. xyxy=(1569,693,1615,701)
advertiser-name: A. H. ATKINSON & CO., LTD., xyxy=(662,886,840,923)
table-cell: 100 Acres xyxy=(1596,193,1634,202)
advertisement-heading: FOR SALE. xyxy=(1145,63,1197,73)
rate-row xyxy=(1601,1145,1897,1153)
column-rule xyxy=(21,1303,220,1304)
table-row xyxy=(1282,164,1902,174)
advertisement-heading: FOR SALE. THE CHEAPEST ORCHARD IN HAWKE'S BAY. xyxy=(868,670,1054,689)
table-cell: £500 xyxy=(1531,193,1550,202)
advertisement-heading: SPLENDID DAIRY FARM FOR SALE. xyxy=(455,841,626,851)
wheat-text: 700 ACRES Freehold: 340 acres level, all good grass, balance 300 acres undulating country; 200 acres ploughable; good 6-roomed house, stables, woolshed, etc. Splendid land for cropping. Price, £21 per acre, £3000 cash. Balance on mortgage. xyxy=(1282,622,1588,657)
advertisement-subline: REMEMBER THIS xyxy=(508,328,573,336)
rate-price: 6s. 6d. xyxy=(1872,1192,1897,1201)
advertisement-text: THIS SALE will be Practically Unreserved, and you can, therefore, expect to Participate in the Greatest of all AUCTION SALES. This Event is too Important to be Overlooked. xyxy=(441,235,640,270)
advertisement-text: 105 ACRES level Dairy Farm, river flat, 3½ acres in oats; level fenced; well improved and subdivided; close to school, post office; £23 10s. per acre; £2800 cash, balance on mortgage. This is one of the best of Taranaki. J. H. Thompson, Stratford. xyxy=(862,607,1060,651)
land-notices-heading: LAND NOTICES. xyxy=(1282,40,1902,51)
advertisement-subline: LAND AGENTS, MASTERTON. xyxy=(696,1077,805,1085)
advertisement-text: 188 ACRES, 100 L.I.P. and 88 Ed. leased. Ed. Lease has 18 years to run, with right of renewal. 500 sheep, 8 cows. Price, £1 5s. per acre. £600 cash. xyxy=(652,1148,850,1174)
overseas-title: "THE DOMINION." OVERSEA AGENCIES. xyxy=(1651,1238,1848,1248)
rate-period: 6 Months xyxy=(1601,1183,1637,1192)
agent-turnbull-address: PANAMA ST., WELLINGTON. xyxy=(1540,126,1644,134)
advertisement-heading: PALMERSTON NORTH SALE. xyxy=(50,54,190,65)
advertisement-text: 100 ACRES, near PALMERSTON NORTH (3 miles), 6-roomed house, dairy, cowshed, and all necessary outbuildings, all in good grass; subdivided into 8 paddocks; shelter belt of pines, etc. Owner retired; good buyer. Price £28 per acre, terms. Owner retired, and wants to give particulars of his rent to buyer. Owner would lend £1,000 at 5 per cent. with 10 per cent. for year trial. Genuine chance for practical farmer to get a well-improved farm on easy terms. Write us to Buying and Selling Farms anywhere. xyxy=(231,966,430,1063)
advertisement-text: FLY AND YOUNG, ROYAL MAIL CONTRACTORS AND GENERAL CARRIERS, MASTERTON. All Trains Met. Commercial Travellers' Samples Promptly Attended to from and Up-to-Date Sample Rooms. Agents for the N.Z. EXPRESS CO. Storage and Stabling Coaches Dinner Dinner and Residential Vehicles. Vehicles available Day or Night. Phone No. 126. Private 137. P.O. Box 50. xyxy=(231,1464,430,1535)
advertisement-text: FOR SALE.—Very Profitable Business in Hawke's Bay as a going concern, showing a Net Profit of £9 per week. Price, £500. Owner leaving for England. All communications strictly confidential, and to be addressed to G. STEPHENS, SOLE AGENT, Marama Road, Hastings, H.B. xyxy=(862,288,1060,341)
advertisement-text: FOR SALE, splendid Country Store for Sale. Auckland District. Good connection in Grocery, Boots, Crockery, Fancy Goods, Stationery. Profit last year, nearly £1000. Premises and plant include roomy shop, stores, rat-proof shed, horses, carts, etc.; 30 acres freehold. xyxy=(862,139,1060,192)
taranaki-text: 110 ACRES Freehold Coast Farm, in first-class order; all level, and well watered; good 6-roomed house, large cowshed and outbuildings; good metalled road, and close to factory. Stock can be taken at valuation. Price on application. xyxy=(1282,962,1902,980)
rate-period: 3 Months xyxy=(1601,1145,1637,1153)
column-rule xyxy=(21,506,220,507)
snow-and-co-text: 102 ACRES, good country, including 70 acres bush; 6-roomed house, outbuildings, sound fencing, etc. Price £1,450. Terms. SNOW AND CO., Palmerston North. xyxy=(1282,1058,1588,1084)
advertisement-text: Section 2 contains 160 acres, all grass, heavy bush land, rolling downs and flats, carrying 12 sheep with cattle; well fenced, 8 paddocks. Price, £4,000; £600 cash, balance at 5 per cent., for 5 years. Apply Kemp and Sawle, agents, Stratford. xyxy=(1072,588,1271,632)
masthead xyxy=(15,4,1908,36)
table-cell: 187 Acres xyxy=(1283,174,1320,182)
table-cell: £600 xyxy=(1837,193,1856,202)
column-rule xyxy=(1072,1298,1271,1299)
advertisement-text: BUTCHERY Business Wanted, country; Neighbourhood and Puddock; Lease or Purchase. Particulars to "E.P.," News, Feilding. xyxy=(862,101,1060,127)
column-2 xyxy=(226,40,436,1932)
advertisement-text: WELLINGTON STEEL CO., LTD., Constable Street, Wellington South, HAVE in stock large quantities of all BUILDING MATERIAL, and are prepared to deliver to any part City and Suburbs at Bedrock Prices. Send for quotations. Telephone 1900. P.O. Box 22. xyxy=(652,277,850,330)
advertiser-name: FURNITURE, xyxy=(479,194,602,213)
rate-price: 25s. xyxy=(1881,1127,1897,1135)
advertisement-text: ABRAHAM AND WILLIAMS, DALGETY AND CO., and N.Z. LOAN AND MERCANTILE AGENCY CO., LTD., will sell, in Mangahao Yards, as above: 650 FIRST-CLASS DAIRY HEIFERS, to calve at Factory Dates. xyxy=(21,458,220,502)
agent-latham: LATHAM AND CO., xyxy=(1474,847,1711,873)
advertisement-text: CAMERATED CONCRETE IS THE CHEAPEST KNOWN METHOD OF ERECTING A PERMANENT FIRE-PROOF AND DAMP-PROOF BUILDING. xyxy=(652,138,850,164)
advertisement-heading: HAWKE'S BAY LAND NOTICES. xyxy=(886,660,1036,670)
advertisement-text: THIS SALE has behind it the Reputation of one of the Oldest and BEST-KNOWN Furniture Houses in the Dominion. xyxy=(441,272,640,298)
advertisement-text: In improvement Sale—2500 Acres of 2-Sheep Country, situated 3 miles from the largest stock centre in Hawke's Bay; all in grass. Price, £7 10s. per acre. Terms. xyxy=(862,1168,1060,1204)
advertisement-subline: SPLENDID CLIMATE. xyxy=(712,963,790,971)
advertisement-text: 582 ACRES—The very best Dairy Farm and Fattening Land in Hawke's Bay; rich level land; situated on both sides of the Railway Line and adjoining a Station. Carrying 3,000 sheep. Price, £28 per acre; £5000 cash, balance 5 per cent. xyxy=(862,1123,1060,1167)
advertisement-text: NECTARINES.—Cardinal 15, Goldmine 10, Stanwick 10. PEARS.—Williams' Bon Chretien 10, Beurre Bosc 20, Winter Nelis 12. PLUMS.—Burbank 10, Sargent 10, Satsuma 10, Grand Duke 10. xyxy=(862,753,1060,789)
advertisement-heading: SUBURBAN STORE. xyxy=(913,424,1009,434)
column-rule xyxy=(21,334,220,335)
posted-label: POSTED. xyxy=(1733,1117,1765,1126)
advertisement-text: A SNIP.—£2 Acres, L.I.P., half-yearly rent, £41; two sections; Section 1 contains 262 acres, all grass, has been all ploughed, 6 paddocks, well watered, three-roomed house, stables, woolshed, etc. Price £7 per acre; terms. xyxy=(1072,543,1271,587)
rate-row xyxy=(1601,1136,1897,1145)
advertisement-text: GENERAL Store, with Dwelling attached, low rental, good cash trade in a prosperous suburb. Price for goodwill, £35; stock at cost, about £500. Apply— xyxy=(862,435,1060,471)
advertiser-name: DAVID KAY, xyxy=(65,621,175,640)
advertisement-text: 5 ACRES, L.I.P., close to Pahiatua; 4-roomed house, cowbails, etc.; good land; well adapted for dairy or poultry, cheap property. Price, £140. Terms. £10 cash to good man; balance easy terms. xyxy=(441,554,640,589)
advertisement-heading: IMPORTANT SALE OF DAIRY HEIFERS. xyxy=(26,428,215,438)
column-rule xyxy=(441,960,640,961)
advertisement-text: WANTED to Sell, old-established Furnishing Business, doing big trade and good prices. Owner retiring. Apply to No. 8 Buller Street. xyxy=(862,518,1060,544)
advertisement-heading: TO-DAY. THURSDAY, 28th JULY, 1910. xyxy=(30,257,211,267)
agent-newton-king-address: AUCTIONEER, LAND AGENT, AND GENERAL MERCHANT, NEW PLYMOUTH. Established 1870. xyxy=(1419,1012,1765,1020)
advertisement-text: 580 ACRES Freehold. Well watered and divided into 10 paddocks; good house, washhouse, harness room, workshop, woolshed, yards and dip, etc. £11 per acre; terms may be arranged. This is a good property, fronting a metalled road, and an easy distance from good market. xyxy=(441,454,640,507)
advertisement-text: For further details, apply to xyxy=(237,1388,341,1396)
advertisement-subline: LAND AND ESTATE AGENT, PAHIATUA. Established 1899. xyxy=(448,435,634,452)
advertiser-name: HARCOURT AND CO., xyxy=(250,608,410,645)
advertisement-heading: GREAT BARGAIN IN MILLING BUSH. xyxy=(661,652,841,662)
latham-text: 190 ACRES Freehold, 60 acres flat and balance gentle rolling dairying country; house of 4 rooms, cowshed, etc. 1 mile to school and creamery. Will carry 65 cows. £16 10s. per acre. £1000 cash, balance on mortgage. xyxy=(1282,827,1902,844)
agent-dalgety-address: WELLINGTON. xyxy=(1565,593,1619,601)
advertisement-text: WANTED, Active Partner, one with Chemical knowledge preferred; required to enlarge present business; unlimited scope; no opposition; capital required, £2500. Strictest investigation. "PROFESSIONAL," C.o. BOX 271, WELLINGTON. xyxy=(862,55,1060,99)
table-cell: £14 per acre xyxy=(1389,184,1436,192)
column-5 xyxy=(856,40,1067,1932)
advertisement-text: 189 ACRES, on Waiau River, with a splendid house, etc. Price, £5 per acre. Terms. xyxy=(1072,987,1271,1005)
poultry-title: 2 FRUIT AND POULTRY FARMS. xyxy=(1515,709,1669,719)
advertiser-name: GRIFFITHS AND SON, xyxy=(462,1093,619,1130)
column-rule xyxy=(231,669,430,670)
agent-mcneill: H. F. McNEILL & CO., xyxy=(1490,224,1695,243)
advertisement-text: 50 ACRES, rich flat land, 2 miles from station, creamery, and school; carrying capacity 5 cows to 3 acres, 10-roomed house in good repair. Price £80 per acre. £800 cash. xyxy=(231,1242,430,1277)
agent-mcneill-address: RANGITIKEI STREET, PALMERSTON NORTH. xyxy=(1510,246,1675,254)
column-rule xyxy=(231,604,430,605)
advertisement-text: A. L. WILSON AND CO. have received instructions from Mrs. Solomons to Sell at her Residence, 7 Crosby Terrace, the Contents of 7 Rooms, completely furnished. Art and tapestry carpets, upholstered easy chairs, leather couch, l.m. fender and brasses, piano stool, carpets and rugs, side dishes, whatnot, lot of vases and pictures, dining table, 6 upholstered chairs, willow chair, small design sideboard, child's chair, gas cooker and pans dishes, saucepans, stores, chair runner and rods, lot of curtains, hand sewing machine. xyxy=(231,104,430,201)
advertisement-text: THE STEWART TIMBER, GLASS AND HARDWARE CO., LTD., Courtenay Place, Wellington. xyxy=(652,413,850,430)
advertisement-text: CLOSE to Feilding, 3½ miles from school and creamery; level, rich land; well fenced and subdivided into 5 paddocks; fine new house, 7 rooms, bathroom, cowshed, washhouse, stables, etc., etc. Carries 30 cows, 6 pigs, 2 horses. Price, £33 per acre. Apply DUDLEY AND SONS, Feilding. xyxy=(1072,209,1271,262)
column-heading: HOUSES AND LAND WANTED AND FOR SALE. xyxy=(1072,40,1271,60)
advertisement-heading: KING COUNTRY. xyxy=(500,964,581,974)
table-header-cell: Price. xyxy=(1702,154,1837,164)
advertisement-heading: FARMS FOR SALE AND TO LET. HOUSES FOR SALE AND TO LET. xyxy=(1073,396,1270,415)
land-notice-text: CITY (CENTRAL POSITION). Land, 50ft. x 100ft. Superior 8-roomed house, scullery, bathroom, wash-house, hot and cold water, gas, and every modern convenience. This property is well laid out in flower and vegetable gardens and large lawn, and commands a lovely view of harbour and town. Price, £1900. xyxy=(1282,55,1902,73)
advertisement-text: This property is situated 12 miles from a railway station, 3 miles from a school and post office. xyxy=(652,539,850,556)
advertisement-subline: REGARDLESS OF COST. xyxy=(497,156,585,164)
dominion-subscription-box xyxy=(1596,1070,1902,1347)
advertisement-heading: A RARE OPPORTUNITY. xyxy=(694,793,808,803)
particulars-title: PARTICULARS OF PROPERTIES FOR SALE. xyxy=(1388,474,1797,493)
advertisement-text: 100 ACRES, all in grass, nearly all ploughable, 4 paddocks, well fenced and watered; 4-roomed house, 6-bail cowshed, trap-shed, etc.; adjoins Palmerston North Borough, and carrying at present 56 cows, 4 horses, 1 bull, 20 pigs. Price, £21 per acre; very easy terms, or will exchange for town property. xyxy=(21,806,220,859)
table-row xyxy=(1282,193,1902,202)
